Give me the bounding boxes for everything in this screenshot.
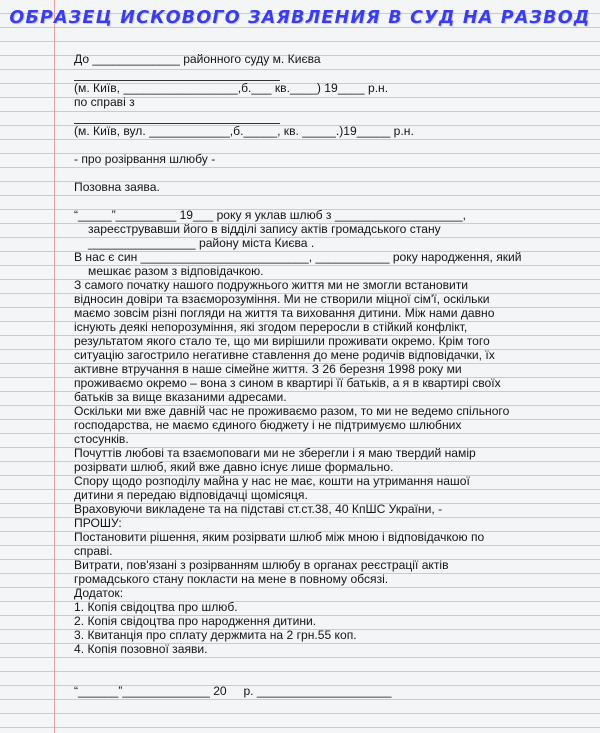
claim-body-line: 2. Копія свідоцтва про народження дитини. <box>74 614 317 628</box>
claim-body-line: 4. Копія позовної заяви. <box>74 642 208 656</box>
claim-body-line: Спору щодо розподілу майна у нас не має, кошти на утримання нашої <box>74 474 470 488</box>
claim-body <box>74 208 580 656</box>
claim-body-line: “_____”_________ 19___ року я уклав шлюб з ___________________, <box>74 208 466 222</box>
claim-body-line: Постановити рішення, яким розірвати шлюб між мною і відповідачкою по <box>74 530 485 544</box>
court-addressee: До _____________ районного суду м. Києва <box>74 52 321 66</box>
defendant-address: (м. Київ, вул. ____________,б._____, кв. _____.)19_____ р.н. <box>74 124 414 138</box>
claim-body-line: Витрати, пов'язані з розірванням шлюбу в органах реєстрації актів <box>74 558 449 572</box>
claim-body-line: проживаємо окремо – вона з сином в квартирі її батьків, а я в квартирі своїх <box>74 376 501 390</box>
claim-body-line: Додаток: <box>74 586 124 600</box>
case-line: по справі з <box>74 95 135 109</box>
claim-subject: - про розірвання шлюбу - <box>74 152 216 166</box>
claim-document <box>74 52 580 698</box>
claim-body-line: справі. <box>74 544 113 558</box>
page-title: ОБРАЗЕЦ ИСКОВОГО ЗАЯВЛЕНИЯ В СУД НА РАЗВОД <box>9 8 591 28</box>
claim-body-line: розірвати шлюб, який вже давно існує лише формально. <box>74 460 394 474</box>
claim-body-line: дитини я передаю відповідачці щомісяця. <box>74 488 308 502</box>
spacer <box>74 66 580 80</box>
claim-body-line: ПРОШУ: <box>74 516 122 530</box>
notebook-margin-line <box>54 0 55 733</box>
claim-body-line: 3. Квитанція про сплату держмита на 2 грн.55 коп. <box>74 628 357 642</box>
claim-body-line: ________________ району міста Києва . <box>88 236 315 250</box>
spacer <box>74 166 580 180</box>
claim-body-line: батьків за вище вказаними адресами. <box>74 390 287 404</box>
claim-body-line: зареєструвавши його в відділі запису актів громадського стану <box>88 222 441 236</box>
spacer <box>74 656 580 670</box>
claim-body-line: громадського стану покласти на мене в повному обсязі. <box>74 572 389 586</box>
claim-body-line: маємо зовсім різні погляди на життя та виховання дитини. Між нами давно <box>74 306 495 320</box>
claim-body-line: Почуттів любові та взаємоповаги ми не зберегли і я маю твердий намір <box>74 446 476 460</box>
claim-body-line: 1. Копія свідоцтва про шлюб. <box>74 600 238 614</box>
spacer <box>74 194 580 208</box>
claim-body-line: відносин довіри та взаєморозуміння. Ми не створили міцної сім'ї, оскільки <box>74 292 490 306</box>
spacer <box>74 670 580 684</box>
spacer <box>74 138 580 152</box>
claim-body-line: мешкає разом з відповідачкою. <box>88 264 264 278</box>
claim-body-line: ситуацію загострило негативне ставлення до мене родичів відповідачки, їх <box>74 348 495 362</box>
claim-body-line: результатом якого стало те, що ми вирішили проживати окремо. Крім того <box>74 334 490 348</box>
claim-body-line: Враховуючи викладене та на підставі ст.ст.38, 40 КпШС України, - <box>74 502 443 516</box>
claim-body-line: існують деякі непорозуміння, які згодом переросли в стійкий конфлікт, <box>74 320 468 334</box>
claim-body-line: стосунків. <box>74 432 129 446</box>
signature-line: “______”_____________ 20 р. ____________________ <box>74 684 392 698</box>
claim-title: Позовна заява. <box>74 180 160 194</box>
claim-body-line: активне втручання в наше сімейне життя. З 26 березня 1998 року ми <box>74 362 462 376</box>
claim-body-line: Оскільки ми вже давній час не проживаємо разом, то ми не ведемо спільного <box>74 404 510 418</box>
claim-body-line: З самого початку нашого подружнього життя ми не змогли встановити <box>74 278 469 292</box>
claim-body-line: В нас є син _________________________, ___________ року народження, який <box>74 250 522 264</box>
claim-body-line: господарства, не маємо єдиного бюджету і не підтримуємо шлюбних <box>74 418 462 432</box>
spacer <box>74 109 580 123</box>
claimant-address: (м. Київ, _________________,б.___ кв.____) 19____ р.н. <box>74 81 389 95</box>
